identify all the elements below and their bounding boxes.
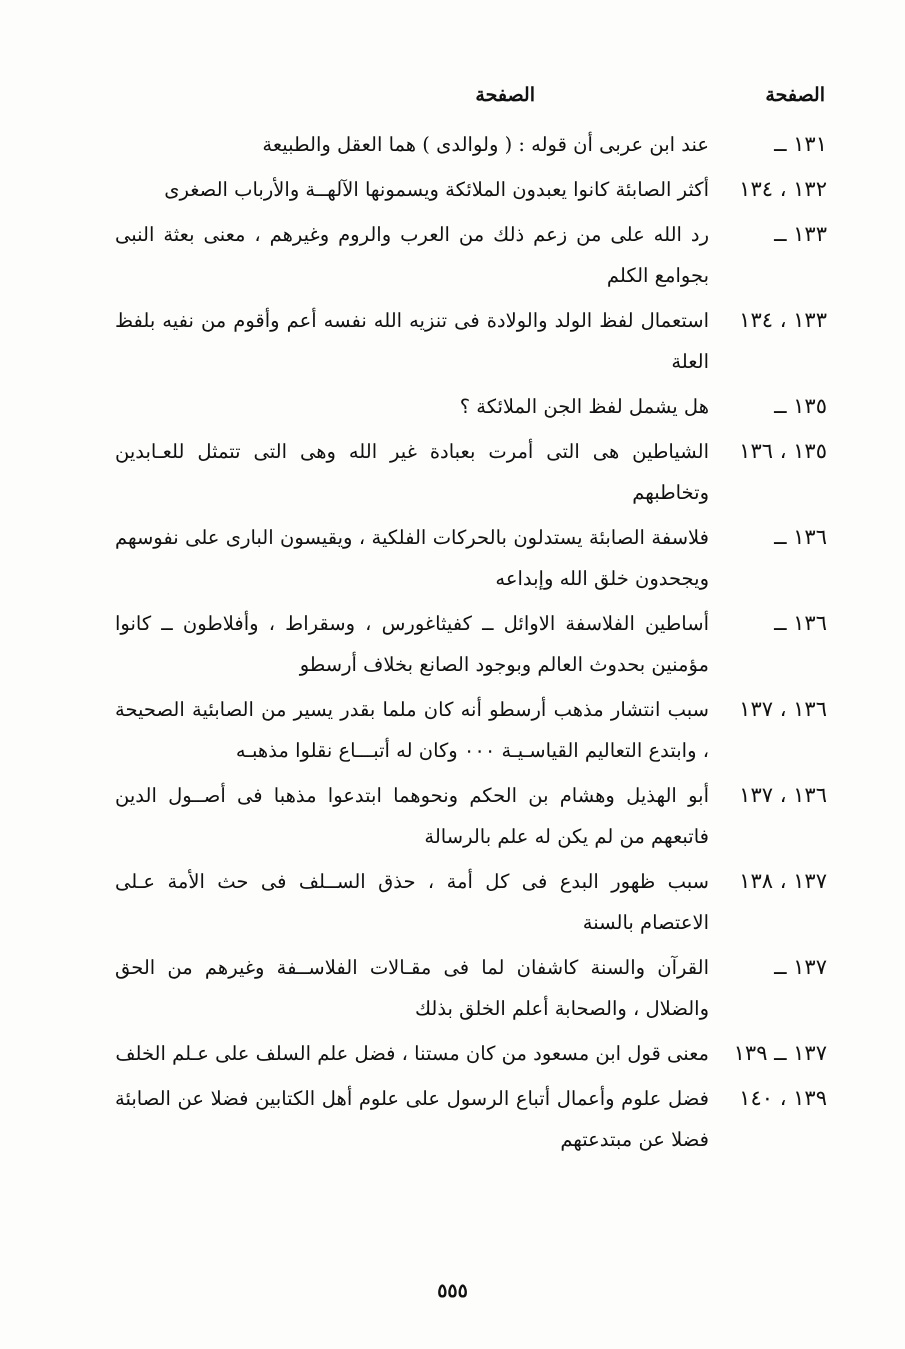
entry-text: هل يشمل لفظ الجن الملائكة ؟	[459, 395, 709, 418]
index-entry	[115, 1078, 827, 1160]
entry-pages: ١٣١ ــ	[774, 132, 827, 156]
index-entry	[115, 169, 827, 210]
entry-pages: ١٣٧ ــ ١٣٩	[733, 1041, 827, 1065]
page-column-header: الصفحة	[765, 84, 825, 106]
entry-pages: ١٣٢ ، ١٣٤	[739, 177, 827, 201]
index-entry	[115, 1033, 827, 1074]
entry-text: أبو الهذيل وهشام بن الحكم ونحوهما ابتدعوا مذهبا فى أصــول الدين فاتبعهم من لم يكن له علم بالرسالة	[115, 784, 709, 848]
entry-pages: ١٣٧ ، ١٣٨	[739, 869, 827, 893]
index-entry	[115, 689, 827, 771]
entry-pages: ١٣٣ ــ	[774, 222, 827, 246]
entry-text: رد الله على من زعم ذلك من العرب والروم وغيرهم ، معنى بعثة النبى بجوامع الكلم	[115, 223, 709, 287]
entry-text: سبب انتشار مذهب أرسطو أنه كان ملما بقدر يسير من الصابئية الصحيحة ، وابتدع التعاليم القياسـيـة ٠٠٠ وكان له أتبـــاع نقلوا مذهبـه	[115, 698, 709, 762]
entry-pages: ١٣٥ ، ١٣٦	[739, 439, 827, 463]
page-column-header-secondary: الصفحة	[475, 84, 535, 106]
entry-pages: ١٣٦ ــ	[774, 525, 827, 549]
index-entries	[115, 124, 827, 1164]
index-entry	[115, 214, 827, 296]
entry-pages: ١٣٥ ــ	[774, 394, 827, 418]
entry-pages: ١٣٦ ، ١٣٧	[739, 697, 827, 721]
index-entry	[115, 517, 827, 599]
entry-text: أكثر الصابئة كانوا يعبدون الملائكة ويسمونها الآلهــة والأرباب الصغرى	[164, 178, 709, 201]
entry-text: استعمال لفظ الولد والولادة فى تنزيه الله نفسه أعم وأقوم من نفيه بلفظ العلة	[115, 309, 709, 373]
entry-text: القرآن والسنة كاشفان لما فى مقـالات الفلاســفة وغيرهم من الحق والضلال ، والصحابة أعلم الخلق بذلك	[115, 956, 709, 1020]
entry-text: فضل علوم وأعمال أتباع الرسول على علوم أهل الكتابين فضلا عن الصابئة فضلا عن مبتدعتهم	[115, 1087, 709, 1151]
index-entry	[115, 861, 827, 943]
page-number: ٥٥٥	[437, 1280, 468, 1302]
entry-pages: ١٣٩ ، ١٤٠	[739, 1086, 827, 1110]
index-entry	[115, 775, 827, 857]
entry-text: الشياطين هى التى أمرت بعبادة غير الله وهى التى تتمثل للعـابدين وتخاطبهم	[115, 440, 709, 504]
index-entry	[115, 431, 827, 513]
entry-text: أساطين الفلاسفة الاوائل ــ كفيثاغورس ، وسقراط ، وأفلاطون ــ كانوا مؤمنين بحدوث العالم وبوجود الصانع بخلاف أرسطو	[115, 612, 709, 676]
index-entry	[115, 603, 827, 685]
entry-text: معنى قول ابن مسعود من كان مستنا ، فضل علم السلف على عـلم الخلف	[115, 1042, 709, 1065]
entry-pages: ١٣٦ ــ	[774, 611, 827, 635]
index-entry	[115, 386, 827, 427]
entry-pages: ١٣٦ ، ١٣٧	[739, 783, 827, 807]
entry-pages: ١٣٣ ، ١٣٤	[739, 308, 827, 332]
entry-text: عند ابن عربى أن قوله : ( ولوالدى ) هما العقل والطبيعة	[262, 133, 709, 156]
entry-pages: ١٣٧ ــ	[774, 955, 827, 979]
index-entry	[115, 947, 827, 1029]
entry-text: سبب ظهور البدع فى كل أمة ، حذق الســلف فى حث الأمة عـلى الاعتصام بالسنة	[115, 870, 709, 934]
index-entry	[115, 300, 827, 382]
entry-text: فلاسفة الصابئة يستدلون بالحركات الفلكية ، ويقيسون البارى على نفوسهم ويجحدون خلق الله وإبداعه	[115, 526, 709, 590]
index-entry	[115, 124, 827, 165]
